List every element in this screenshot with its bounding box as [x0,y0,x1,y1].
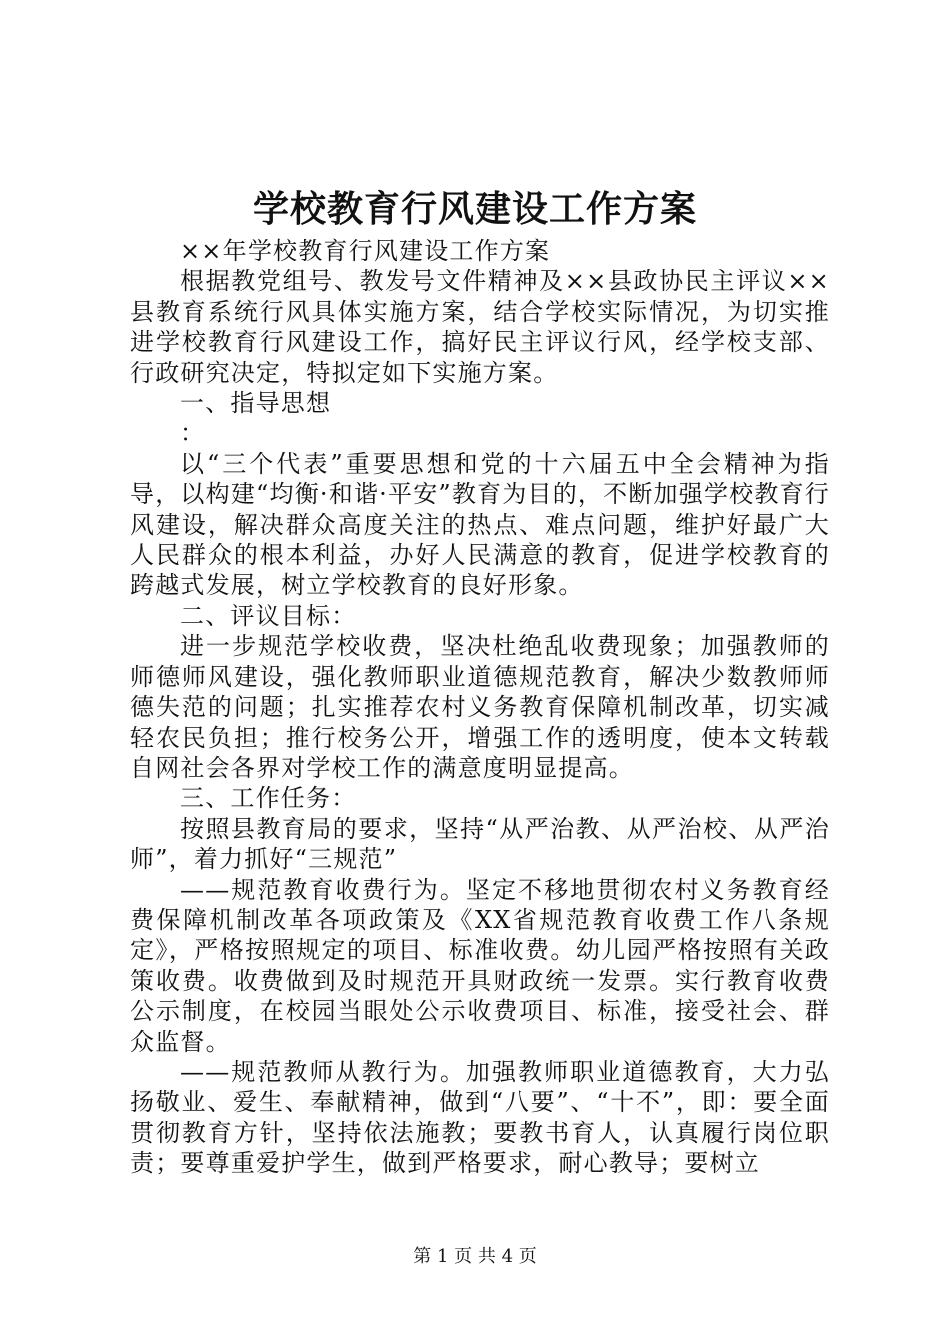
section-heading-tasks: 三、工作任务： [180,784,357,813]
document-title: 学校教育行风建设工作方案 [252,188,697,230]
paragraph-fee-regulation: ——规范教育收费行为。坚定不移地贯彻农村义务教育经费保障机制改革各项政策及《XX省规范教育收费工作八条规定》，严格按照规定的项目、标准收费。幼儿园严格按照有关政策收费。收费做到及时规范开具财政统一发票。实行教育收费公示制度，在校园当眼处公示收费项目、标准，接受社会、群众监督。 [130,875,830,1056]
section-heading-goals: 二、评议目标： [180,601,357,630]
paragraph-colon: ： [180,419,206,448]
paragraph-intro: 根据教党组号、教发号文件精神及××县政协民主评议××县教育系统行风具体实施方案，结合学校实际情况，为切实推进学校教育行风建设工作，搞好民主评议行风，经学校支部、行政研究决定，特拟定如下实施方案。 [130,267,830,387]
document-body [130,236,830,1179]
paragraph-teacher-conduct: ——规范教师从教行为。加强教师职业道德教育，大力弘扬敬业、爱生、奉献精神，做到“八要”、“十不”，即：要全面贯彻教育方针，坚持依法施教；要教书育人，认真履行岗位职责；要尊重爱护学生，做到严格要求，耐心教导；要树立 [130,1057,830,1178]
page-footer: 第 1 页 共 4 页 [413,1246,537,1267]
section-heading-guiding-thought: 一、指导思想 [180,389,332,418]
paragraph-guiding-thought: 以“三个代表”重要思想和党的十六届五中全会精神为指导，以构建“均衡·和谐·平安”教育为目的，不断加强学校教育行风建设，解决群众高度关注的热点、难点问题，维护好最广大人民群众的根本利益，办好人民满意的教育，促进学校教育的跨越式发展，树立学校教育的良好形象。 [130,449,830,600]
paragraph-goals: 进一步规范学校收费，坚决杜绝乱收费现象；加强教师的师德师风建设，强化教师职业道德规范教育，解决少数教师师德失范的问题；扎实推荐农村义务教育保障机制改革，切实减轻农民负担；推行校务公开，增强工作的透明度，使本文转载自网社会各界对学校工作的满意度明显提高。 [130,632,830,782]
paragraph-subtitle: ××年学校教育行风建设工作方案 [180,237,551,265]
paragraph-tasks-intro: 按照县教育局的要求，坚持“从严治教、从严治校、从严治师”，着力抓好“三规范” [130,814,830,874]
